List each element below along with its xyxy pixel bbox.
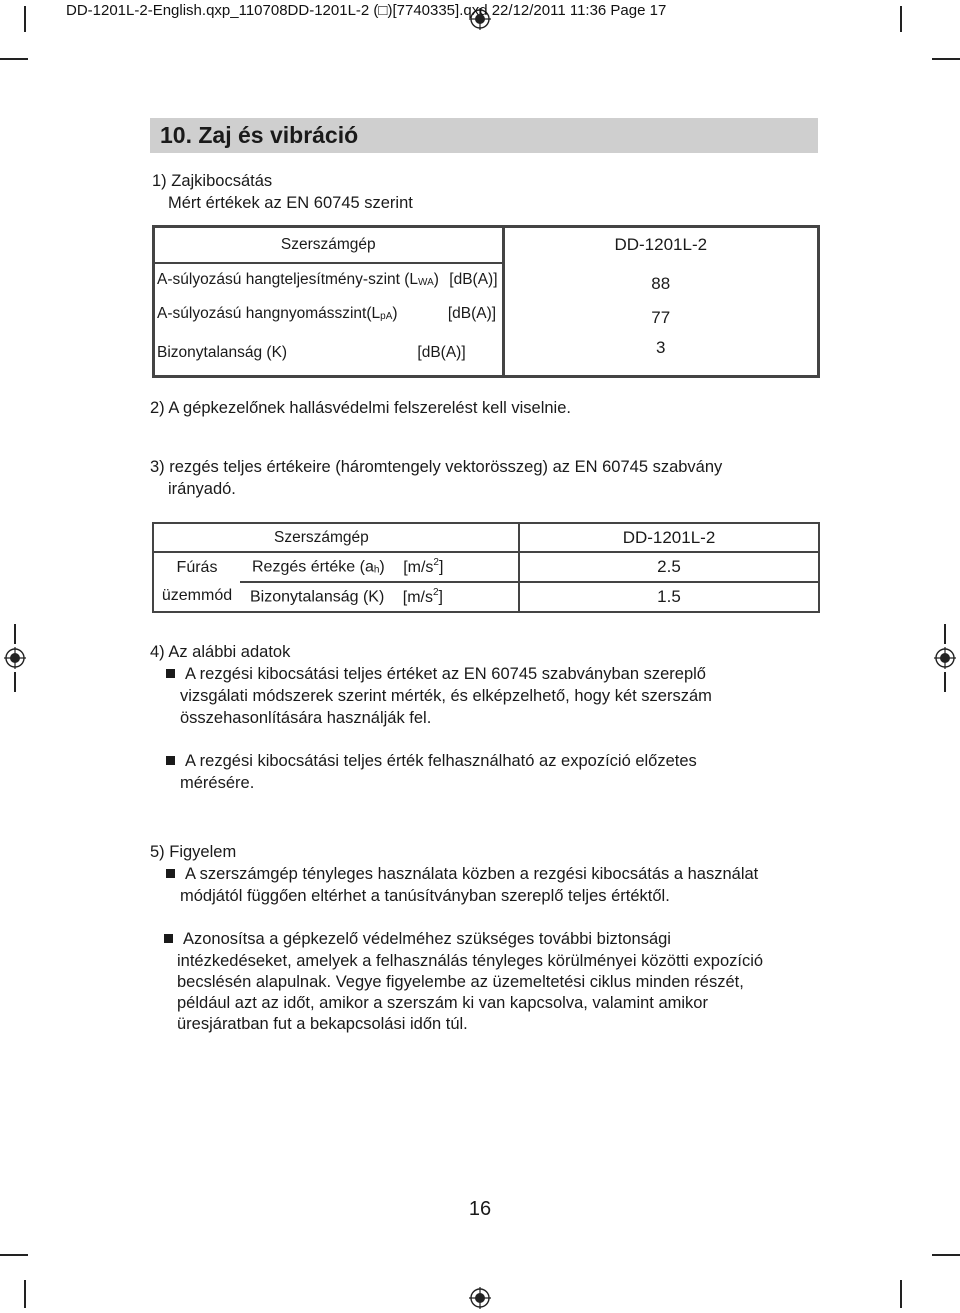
registration-mark-icon (934, 647, 956, 669)
table-row (153, 582, 819, 612)
crop-mark (932, 1254, 960, 1256)
bullet-icon (166, 869, 175, 878)
row-label: Rezgés értéke (a (252, 558, 374, 576)
table-row (154, 263, 819, 297)
vibration-table-col2-header: DD-1201L-2 (622, 527, 716, 547)
bullet-icon (166, 756, 175, 765)
noise-table-col2-header: DD-1201L-2 (614, 235, 708, 255)
row-value: 77 (651, 307, 671, 327)
registration-mark-icon (469, 1287, 491, 1309)
row-label: A-súlyozású hangteljesítmény-szint (L (157, 271, 419, 288)
row-unit: [dB(A)] (417, 343, 466, 361)
row-value: 3 (656, 337, 666, 357)
row-label: Bizonytalanság (K) (157, 343, 288, 361)
row-unit: [dB(A)] (447, 304, 497, 322)
row-value: 2.5 (657, 557, 681, 576)
row-label-subscript: pA (380, 310, 393, 322)
list-item (164, 929, 671, 951)
vibration-table (152, 522, 820, 613)
crop-mark (14, 672, 16, 692)
row-label: Bizonytalanság (K) (250, 588, 385, 606)
row-unit-end: ] (438, 558, 444, 576)
crop-mark (0, 58, 28, 60)
crop-mark (944, 624, 946, 644)
row-unit-end: ] (438, 588, 443, 606)
data-heading: 4) Az alábbi adatok (150, 643, 291, 661)
row-label-end: ) (379, 558, 385, 576)
bullet-icon (164, 934, 173, 943)
mode-label-line1: Fúrás (176, 559, 218, 576)
list-item-text: A rezgési kibocsátási teljes érték felhasználható az expozíció előzetes (185, 752, 697, 770)
list-item-text: A rezgési kibocsátási teljes értéket az EN 60745 szabványban szereplő (185, 665, 706, 683)
list-item-text: például azt az időt, amikor a szerszám ki van kapcsolva, valamint amikor (177, 994, 708, 1012)
list-item-text: módjától függően eltérhet a tanúsítványban szereplő teljes értéktől. (180, 887, 670, 905)
registration-mark-icon (4, 647, 26, 669)
noise-table-col1-header: Szerszámgép (154, 227, 504, 263)
list-item (166, 664, 706, 686)
crop-mark (14, 624, 16, 644)
crop-mark (24, 6, 26, 32)
list-item-text: Azonosítsa a gépkezelő védelméhez szükséges további biztonsági (183, 930, 671, 948)
hearing-protection-note: 2) A gépkezelőnek hallásvédelmi felszerelést kell viselnie. (150, 399, 571, 417)
page-number: 16 (468, 1198, 492, 1220)
vibration-intro-line2: irányadó. (168, 480, 236, 498)
row-value: 1.5 (657, 587, 681, 606)
row-unit: [dB(A)] (449, 271, 498, 288)
list-item (166, 864, 758, 886)
list-item-text: összehasonlítására használják fel. (180, 709, 432, 727)
table-row (154, 297, 819, 331)
noise-table (152, 225, 820, 378)
list-item (166, 751, 697, 773)
bullet-icon (166, 669, 175, 678)
warning-heading: 5) Figyelem (150, 843, 237, 861)
vibration-intro-line1: 3) rezgés teljes értékeire (háromtengely vektorösszeg) az EN 60745 szabvány (150, 458, 723, 476)
crop-mark (900, 6, 902, 32)
list-item-text: vizsgálati módszerek szerint mérték, és elképzelhető, hogy két szerszám (180, 687, 712, 705)
crop-mark (24, 1280, 26, 1308)
list-item-text: intézkedéseket, amelyek a felhasználás tényleges körülményei közötti expozíció (177, 952, 764, 970)
row-unit-exponent: 2 (432, 587, 439, 599)
table-row (154, 331, 819, 377)
row-unit: [m/s (402, 588, 433, 606)
row-label-subscript: h (373, 564, 380, 576)
crop-mark (0, 1254, 28, 1256)
crop-mark (932, 58, 960, 60)
table-row (153, 552, 819, 582)
row-unit: [m/s (403, 558, 434, 576)
list-item-text: becslésén alapulnak. Vegye figyelembe az üzemeltetési ciklus minden részét, (177, 973, 744, 991)
row-label-subscript: WA (418, 277, 434, 288)
list-item-text: A szerszámgép tényleges használata közben a rezgési kibocsátás a használat (185, 865, 759, 883)
list-item-text: mérésére. (180, 774, 255, 792)
row-label-end: ) (392, 304, 398, 322)
print-slug: DD-1201L-2-English.qxp_110708DD-1201L-2 (□)[7740335].qxd 22/12/2011 11:36 Page 17 (66, 2, 667, 19)
noise-heading: 1) Zajkibocsátás (152, 172, 273, 190)
noise-subheading: Mért értékek az EN 60745 szerint (168, 194, 413, 212)
vibration-table-col1-header: Szerszámgép (240, 523, 519, 552)
crop-mark (900, 1280, 902, 1308)
row-label: A-súlyozású hangnyomásszint(L (157, 304, 381, 322)
section-title: 10. Zaj és vibráció (150, 118, 818, 153)
row-label-end: ) (433, 271, 439, 288)
row-value: 88 (651, 273, 671, 293)
list-item-text: üresjáratban fut a bekapcsolási időn túl. (177, 1015, 468, 1033)
row-unit-exponent: 2 (433, 557, 439, 569)
crop-mark (944, 672, 946, 692)
mode-label-line2: üzemmód (161, 587, 233, 604)
